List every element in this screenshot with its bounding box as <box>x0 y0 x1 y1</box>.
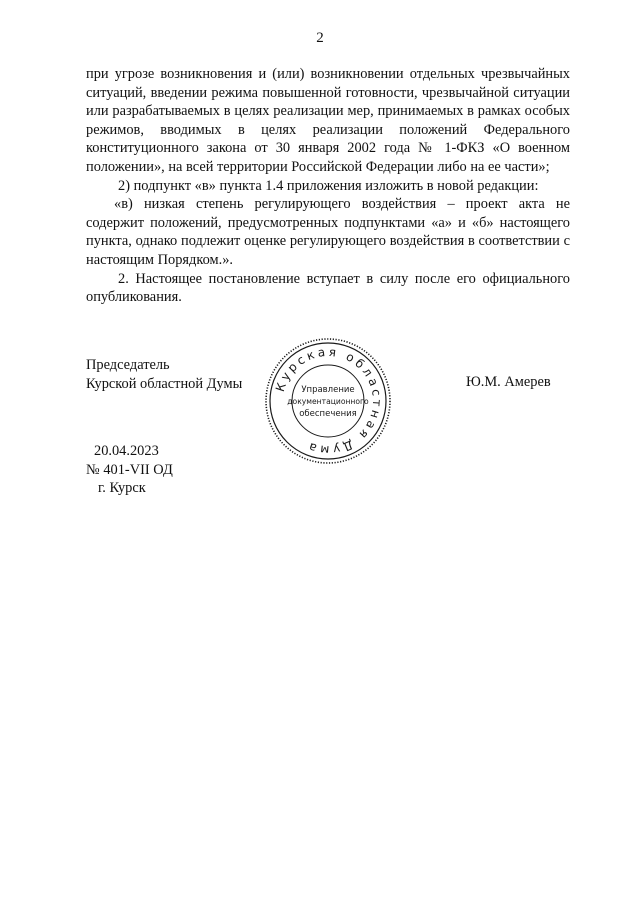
document-city: г. Курск <box>98 480 146 497</box>
paragraph-effective-date: 2. Настоящее постановление вступает в силу после его официального опубликования. <box>86 270 570 306</box>
stamp-inner-line3: обеспечения <box>299 409 357 419</box>
paragraph-subitem-2: 2) подпункт «в» пункта 1.4 приложения изложить в новой редакции: <box>118 177 539 194</box>
document-body <box>86 65 570 307</box>
page-number: 2 <box>316 30 324 46</box>
paragraph-continuation: при угрозе возникновения и (или) возникновении отдельных чрезвычайных ситуаций, введении режима повышенной готовности, чрезвычайной ситуации или разрабатываемых в целях реализации мер, принимаемых в рамках особых режимов, вводимых в целях реализации положений Федерального конституционного закона от 30 января 2002 года № 1-ФКЗ «О военном положении», на всей территории Российской Федерации либо на ее части»; <box>86 66 570 175</box>
signer-title <box>86 356 242 393</box>
official-stamp <box>263 336 393 466</box>
signer-title-line2: Курской областной Думы <box>86 375 243 392</box>
signer-name: Ю.М. Амерев <box>466 374 551 390</box>
stamp-inner-line2: документационного <box>287 397 369 406</box>
stamp-inner-line1: Управление <box>301 385 355 395</box>
stamp-outer-text: Курская областная Дума <box>272 344 385 458</box>
document-number: № 401-VII ОД <box>86 461 173 478</box>
document-date: 20.04.2023 <box>94 443 159 459</box>
paragraph-quoted-text: «в) низкая степень регулирующего воздействия – проект акта не содержит положений, предусмотренных подпунктами «а» и «б» настоящего пункта, однако подлежит оценке регулирующего воздействия в соответствии с настоящим Порядком.». <box>86 196 570 268</box>
document-info <box>86 442 173 498</box>
signer-title-line1: Председатель <box>86 357 170 373</box>
